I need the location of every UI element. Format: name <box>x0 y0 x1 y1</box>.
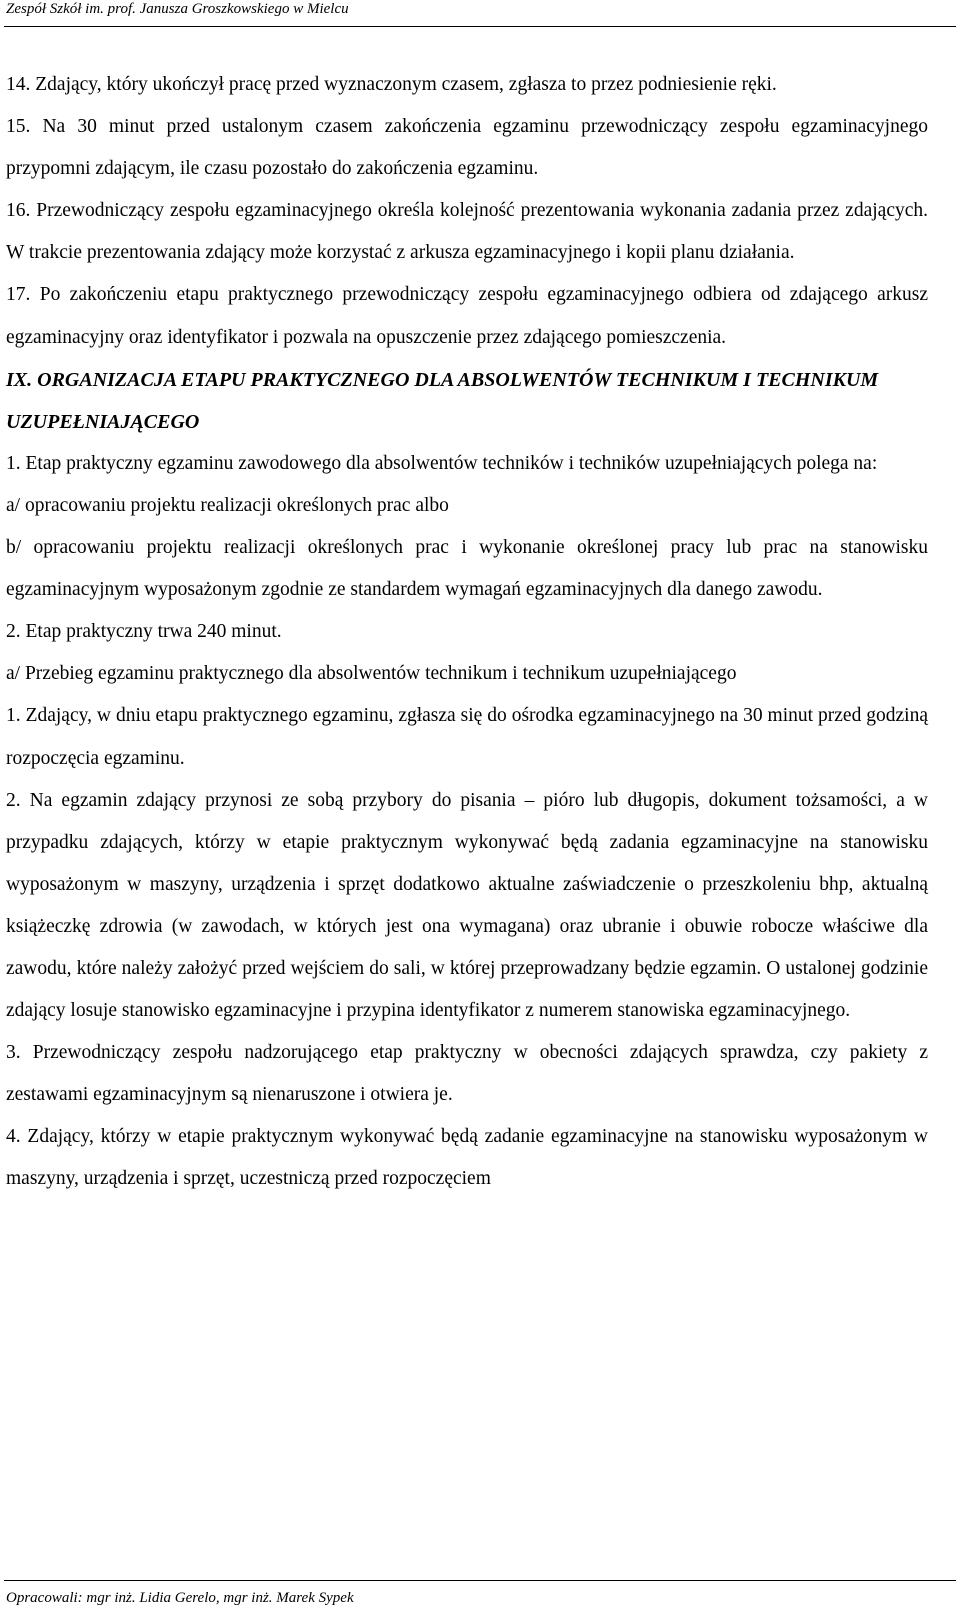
header-divider <box>4 26 956 27</box>
section-heading: IX. ORGANIZACJA ETAPU PRAKTYCZNEGO DLA ABSOLWENTÓW TECHNIKUM I TECHNIKUM UZUPEŁNIAJĄCEGO <box>6 368 879 433</box>
procedure-step-1: 1. Zdający, w dniu etapu praktycznego egzaminu, zgłasza się do ośrodka egzaminacyjnego na 30 minut przed godziną rozpoczęcia egzaminu. <box>6 705 928 769</box>
footer-divider <box>4 1580 956 1581</box>
subsection-title: a/ Przebieg egzaminu praktycznego dla absolwentów technikum i technikum uzupełniającego <box>6 663 737 685</box>
section-paragraph-2: 2. Etap praktyczny trwa 240 minut. <box>6 621 282 643</box>
page-header: Zespół Szkół im. prof. Janusza Groszkowskiego w Mielcu <box>6 1 349 17</box>
document-body <box>6 64 928 1201</box>
procedure-step-4: 4. Zdający, którzy w etapie praktycznym wykonywać będą zadanie egzaminacyjne na stanowisku wyposażonym w maszyny, urządzenia i sprzęt, uczestniczą przed rozpoczęciem <box>6 1126 928 1190</box>
section-paragraph-1: 1. Etap praktyczny egzaminu zawodowego dla absolwentów techników i techników uzupełniających polega na: <box>6 452 878 474</box>
paragraph-16: 16. Przewodniczący zespołu egzaminacyjnego określa kolejność prezentowania wykonania zadania przez zdających. W trakcie prezentowania zdający może korzystać z arkusza egzaminacyjnego i kopii planu działania. <box>6 200 928 264</box>
paragraph-17: 17. Po zakończeniu etapu praktycznego przewodniczący zespołu egzaminacyjnego odbiera od zdającego arkusz egzaminacyjny oraz identyfikator i pozwala na opuszczenie przez zdającego pomieszczenia. <box>6 284 928 348</box>
procedure-step-2: 2. Na egzamin zdający przynosi ze sobą przybory do pisania – pióro lub długopis, dokument tożsamości, a w przypadku zdających, którzy w etapie praktycznym wykonywać będą zadania egzaminacyjne na stanowisku wyposażonym w maszyny, urządzenia i sprzęt dodatkowo aktualne zaświadczenie o przeszkoleniu bhp, aktualną książeczkę zdrowia (w zawodach, w których jest ona wymagana) oraz ubranie i obuwie robocze właściwe dla zawodu, które należy założyć przed wejściem do sali, w której przeprowadzany będzie egzamin. O ustalonej godzinie zdający losuje stanowisko egzaminacyjne i przypina identyfikator z numerem stanowiska egzaminacyjnego. <box>6 789 928 1022</box>
section-item-b: b/ opracowaniu projektu realizacji określonych prac i wykonanie określonej pracy lub prac na stanowisku egzaminacyjnym wyposażonym zgodnie ze standardem wymagań egzaminacyjnych dla danego zawodu. <box>6 537 928 601</box>
paragraph-14: 14. Zdający, który ukończył pracę przed wyznaczonym czasem, zgłasza to przez podniesienie ręki. <box>6 74 777 95</box>
paragraph-15: 15. Na 30 minut przed ustalonym czasem zakończenia egzaminu przewodniczący zespołu egzaminacyjnego przypomni zdającym, ile czasu pozostało do zakończenia egzaminu. <box>6 116 928 180</box>
section-item-a: a/ opracowaniu projektu realizacji określonych prac albo <box>6 494 449 516</box>
page-footer: Opracowali: mgr inż. Lidia Gerelo, mgr inż. Marek Sypek <box>6 1590 354 1606</box>
procedure-step-3: 3. Przewodniczący zespołu nadzorującego etap praktyczny w obecności zdających sprawdza, czy pakiety z zestawami egzaminacyjnym są nienaruszone i otwiera je. <box>6 1042 928 1106</box>
